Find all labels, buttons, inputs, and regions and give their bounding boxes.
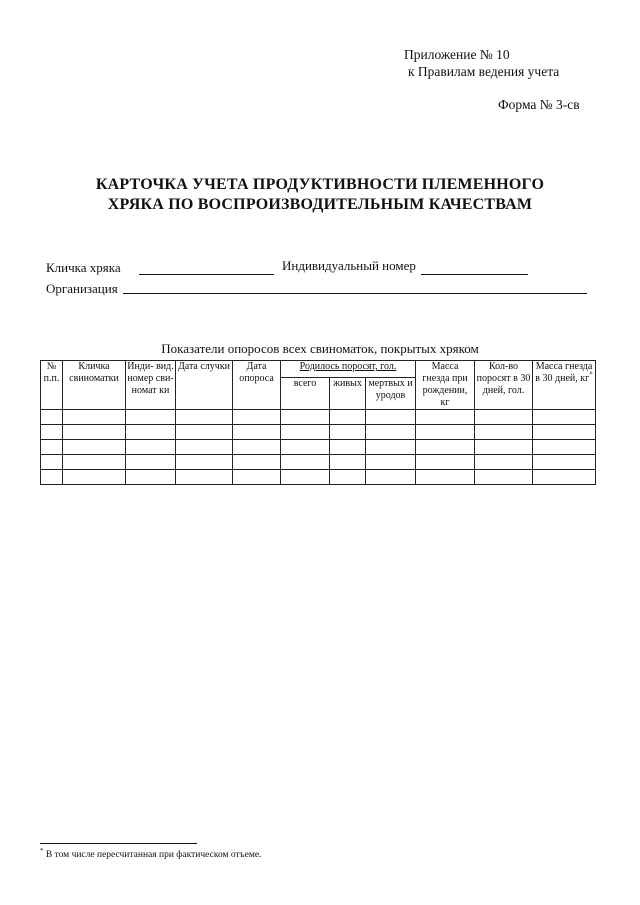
individual-number-field[interactable]	[421, 274, 528, 275]
table-cell[interactable]	[366, 410, 416, 425]
table-cell[interactable]	[233, 470, 281, 485]
table-caption: Показатели опоросов всех свиноматок, покрытых хряком	[161, 341, 479, 356]
table-cell[interactable]	[233, 455, 281, 470]
organization-field[interactable]	[123, 293, 587, 294]
table-cell[interactable]	[41, 440, 63, 455]
table-row	[41, 425, 596, 440]
form-number: Форма № 3-св	[498, 97, 580, 112]
header-piglets-born	[281, 361, 416, 378]
title-line-1: КАРТОЧКА УЧЕТА ПРОДУКТИВНОСТИ ПЛЕМЕННОГО	[95, 176, 545, 193]
footnote-mark: *	[40, 846, 44, 855]
organization-label: Организация	[46, 281, 118, 296]
header-alive: живых	[330, 377, 366, 409]
boar-name-label: Кличка хряка	[46, 260, 121, 275]
table-cell[interactable]	[233, 410, 281, 425]
table-cell[interactable]	[176, 470, 233, 485]
table-cell[interactable]	[416, 440, 475, 455]
header-mating-date: Дата случки	[176, 361, 233, 410]
table-cell[interactable]	[330, 455, 366, 470]
header-count-30-days: Кол-во поросят в 30 дней, гол.	[475, 361, 533, 410]
table-row	[41, 470, 596, 485]
header-dead: мертвых и уродов	[366, 377, 416, 409]
table-cell[interactable]	[176, 455, 233, 470]
table-cell[interactable]	[126, 470, 176, 485]
table-cell[interactable]	[41, 455, 63, 470]
table-cell[interactable]	[416, 410, 475, 425]
footnote	[40, 846, 262, 860]
table-cell[interactable]	[126, 410, 176, 425]
header-total: всего	[281, 377, 330, 409]
table-cell[interactable]	[41, 470, 63, 485]
table-cell[interactable]	[330, 410, 366, 425]
header-sow-name: Кличка свиноматки	[63, 361, 126, 410]
table-row	[41, 455, 596, 470]
table-cell[interactable]	[533, 410, 596, 425]
table-cell[interactable]	[281, 425, 330, 440]
header-num: № п.п.	[41, 361, 63, 410]
table-row	[41, 410, 596, 425]
table-cell[interactable]	[126, 440, 176, 455]
table-cell[interactable]	[366, 425, 416, 440]
table-cell[interactable]	[281, 440, 330, 455]
table-cell[interactable]	[475, 425, 533, 440]
table-cell[interactable]	[126, 425, 176, 440]
table-cell[interactable]	[63, 440, 126, 455]
table-cell[interactable]	[366, 440, 416, 455]
table-cell[interactable]	[63, 425, 126, 440]
boar-name-field[interactable]	[139, 274, 274, 275]
table-cell[interactable]	[63, 455, 126, 470]
table-cell[interactable]	[533, 455, 596, 470]
table-cell[interactable]	[475, 410, 533, 425]
table-cell[interactable]	[176, 440, 233, 455]
table-cell[interactable]	[63, 410, 126, 425]
table-cell[interactable]	[475, 455, 533, 470]
footnote-text: В том числе пересчитанная при фактическом отъеме.	[45, 850, 262, 860]
header-farrowing-date: Дата опороса	[233, 361, 281, 410]
table-cell[interactable]	[41, 425, 63, 440]
header-litter-weight-30-text: Масса гнезда в 30 дней, кг	[535, 361, 593, 384]
header-sow-id: Инди- вид. номер сви- номат ки	[126, 361, 176, 410]
table-cell[interactable]	[41, 410, 63, 425]
table-cell[interactable]	[63, 470, 126, 485]
table-cell[interactable]	[176, 410, 233, 425]
appendix-reference	[404, 46, 559, 80]
table-cell[interactable]	[176, 425, 233, 440]
table-cell[interactable]	[281, 455, 330, 470]
table-cell[interactable]	[533, 425, 596, 440]
table-cell[interactable]	[330, 425, 366, 440]
table-body	[41, 410, 596, 485]
table-cell[interactable]	[330, 440, 366, 455]
table-row	[41, 440, 596, 455]
footnote-ref-mark: *	[589, 370, 593, 379]
table-cell[interactable]	[475, 440, 533, 455]
table-cell[interactable]	[330, 470, 366, 485]
table-cell[interactable]	[533, 440, 596, 455]
table-cell[interactable]	[281, 470, 330, 485]
table-cell[interactable]	[126, 455, 176, 470]
table-cell[interactable]	[416, 470, 475, 485]
farrowing-table	[40, 360, 596, 485]
header-litter-weight-birth: Масса гнезда при рождении, кг	[416, 361, 475, 410]
header-litter-weight-30	[533, 361, 596, 410]
header-piglets-born-text: Родилось поросят, гол.	[299, 361, 397, 372]
table-cell[interactable]	[233, 425, 281, 440]
appendix-line-1: Приложение № 10	[404, 47, 510, 62]
footnote-divider	[40, 843, 197, 844]
title-line-2: ХРЯКА ПО ВОСПРОИЗВОДИТЕЛЬНЫМ КАЧЕСТВАМ	[107, 196, 533, 213]
table-cell[interactable]	[366, 470, 416, 485]
individual-number-label: Индивидуальный номер	[282, 258, 416, 273]
table-cell[interactable]	[281, 410, 330, 425]
table-cell[interactable]	[475, 470, 533, 485]
document-title	[0, 175, 640, 215]
table-cell[interactable]	[366, 455, 416, 470]
table-cell[interactable]	[233, 440, 281, 455]
appendix-line-2: к Правилам ведения учета	[408, 64, 560, 79]
table-cell[interactable]	[416, 455, 475, 470]
table-cell[interactable]	[416, 425, 475, 440]
table-cell[interactable]	[533, 470, 596, 485]
